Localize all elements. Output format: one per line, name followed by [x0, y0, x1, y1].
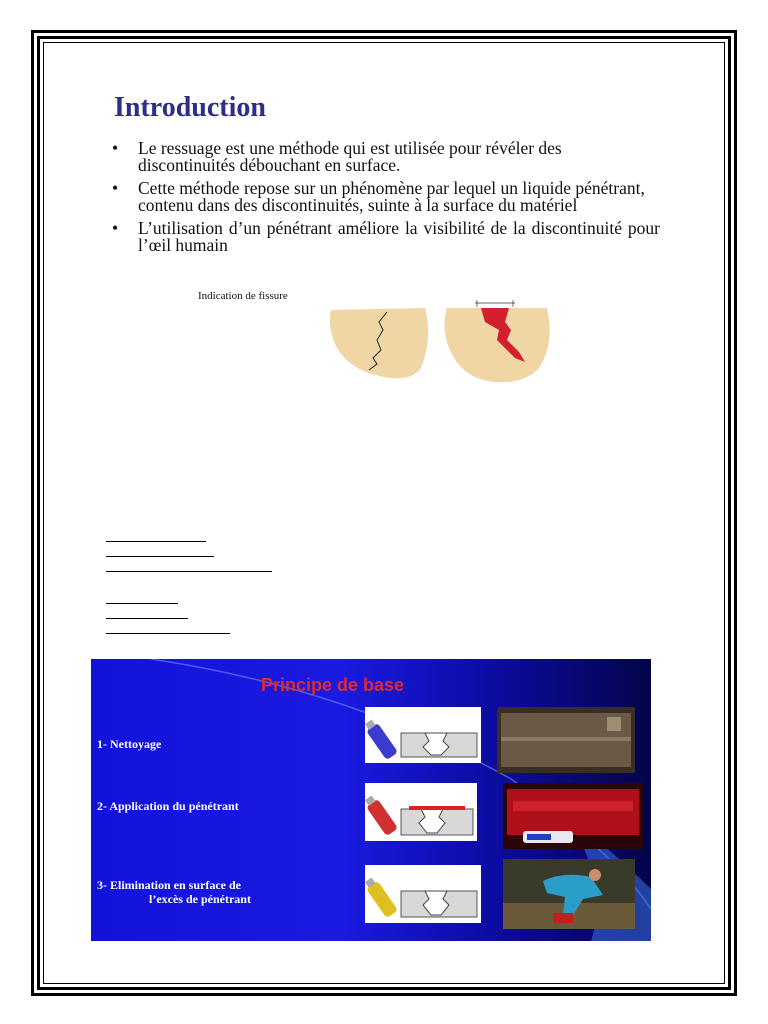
- crack-indication-figure: [325, 298, 560, 386]
- spray-can-diagram-yellow: [365, 865, 481, 923]
- worker-cleaning-photo: [503, 859, 635, 929]
- spray-can-diagram-red: [365, 783, 477, 841]
- bullet-list: [112, 140, 660, 260]
- step-cleaning-label: 1- Nettoyage: [97, 737, 162, 751]
- step-elimination-label: [97, 878, 251, 906]
- principle-slide: [91, 659, 651, 941]
- bullet-item: • Cette méthode repose sur un phénomène par lequel un liquide pénétrant, contenu dans des discontinuités, suinte à la surface du matériel: [112, 180, 660, 214]
- figure-label: Indication de fissure: [198, 290, 288, 302]
- step-elimination-line1: 3- Elimination en surface de: [97, 878, 241, 892]
- spray-can-diagram-blue: [365, 707, 481, 763]
- metal-plate-photo: [497, 707, 635, 773]
- red-penetrant-photo: [503, 783, 643, 849]
- step-elimination-line2: l’excès de pénétrant: [149, 892, 251, 906]
- bullet-item: • Le ressuage est une méthode qui est utilisée pour révéler des discontinuités débouchant en surface.: [112, 140, 660, 174]
- step-application-label: 2- Application du pénétrant: [97, 799, 239, 813]
- bullet-item: • L’utilisation d’un pénétrant améliore la visibilité de la discontinuité pour l’œil humain: [112, 220, 660, 254]
- page-title: Introduction: [114, 92, 266, 123]
- slide-title: Principe de base: [261, 675, 405, 695]
